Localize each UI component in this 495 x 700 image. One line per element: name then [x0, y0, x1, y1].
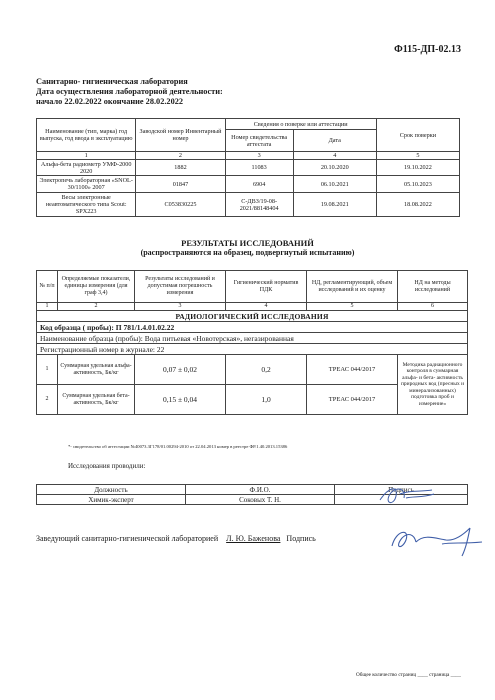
- col-num: 6: [398, 303, 468, 311]
- equipment-serial: С053830225: [136, 193, 225, 217]
- col-num: 3: [225, 152, 293, 160]
- equipment-name: Альфа-бета радиометр УМФ-2000 2020: [37, 160, 136, 176]
- col-term: Срок поверки: [376, 119, 459, 152]
- col-num: 1: [37, 303, 58, 311]
- col-verification-group: Сведения о поверке или аттестации: [225, 119, 376, 130]
- head-title: Заведующий санитарно-гигиенической лабораторией: [36, 534, 219, 543]
- equipment-cert: С-ДВЗ/19-08-2021/88148404: [225, 193, 293, 217]
- equipment-serial: 1882: [136, 160, 225, 176]
- lab-name: Санитарно- гигиеническая лаборатория: [36, 77, 188, 86]
- table-row: [37, 355, 468, 385]
- col-serial: Заводской номер Инвентарный номер: [136, 119, 225, 152]
- head-signature: [386, 520, 486, 560]
- col-indicator: Определяемые показатели, единицы измерения (для граф 3,4): [58, 271, 135, 303]
- results-table: [36, 270, 468, 415]
- results-subtitle: (распространяются на образец, подвергнутый испытанию): [140, 248, 355, 257]
- col-certificate: Номер свидетельства аттестата: [225, 130, 293, 152]
- col-number: № п/п: [37, 271, 58, 303]
- sample-code: Код образца ( пробы): П 781/1.4.01.02.22: [37, 322, 468, 333]
- norm-value: 1,0: [226, 385, 307, 415]
- col-num: 4: [226, 303, 307, 311]
- method-value: Методика радиационного контроля в суммарная альфа- и бета- активность природных вод (пресных и минерализованных) подготовка проб и измерение»: [398, 355, 468, 415]
- form-code: Ф115-ДП-02.13: [394, 44, 461, 55]
- col-name: Ф.И.О.: [186, 485, 335, 495]
- equipment-term: 18.08.2022: [376, 193, 459, 217]
- section-title: РАДИОЛОГИЧЕСКИЙ ИССЛЕДОВАНИЯ: [37, 311, 468, 322]
- activity-dates: начало 22.02.2022 окончание 28.02.2022: [36, 97, 184, 106]
- staff-name: Соковых Т. Н.: [186, 495, 335, 505]
- sample-name: Наименование образца (пробы): Вода питьевая «Новотерская», негазированная: [37, 333, 468, 344]
- footnote: *- свидетельство об аттестации №40073.3Г178/01.00294-2010 от 22.04.2013 номер в реестре ФР.1.40.2013.15386: [68, 444, 288, 449]
- row-number: 1: [37, 355, 58, 385]
- col-num: 5: [376, 152, 459, 160]
- table-row: [37, 160, 460, 176]
- col-num: 3: [135, 303, 226, 311]
- row-number: 2: [37, 385, 58, 415]
- document-header: [36, 77, 223, 107]
- equipment-term: 19.10.2022: [376, 160, 459, 176]
- equipment-date: 20.10.2020: [293, 160, 376, 176]
- equipment-cert: 11083: [225, 160, 293, 176]
- conducted-label: Исследования проводили:: [68, 462, 146, 470]
- head-line: [36, 534, 316, 543]
- equipment-name: Весы электронные неавтоматического типа Scout: SPX223: [37, 193, 136, 217]
- nd-value: ТРЕАС 044/2017: [307, 355, 398, 385]
- equipment-cert: 6904: [225, 176, 293, 193]
- result-value: 0,15 ± 0,04: [135, 385, 226, 415]
- head-name: Л. Ю. Баженова: [226, 534, 281, 543]
- col-num: 5: [307, 303, 398, 311]
- col-norm: Гигиенический норматив ПДК: [226, 271, 307, 303]
- col-nd: НД, регламентирующий, объем исследований и их оценку: [307, 271, 398, 303]
- table-row: [37, 176, 460, 193]
- staff-signature: [376, 480, 438, 508]
- col-date: Дата: [293, 130, 376, 152]
- col-num: 2: [58, 303, 135, 311]
- staff-position: Химик-эксперт: [37, 495, 186, 505]
- registration-number: Регистрационный номер в журнале: 22: [37, 344, 468, 355]
- equipment-table: [36, 118, 460, 217]
- equipment-date: 19.08.2021: [293, 193, 376, 217]
- equipment-date: 06.10.2021: [293, 176, 376, 193]
- result-value: 0,07 ± 0,02: [135, 355, 226, 385]
- col-equipment-name: Наименование (тип, марка) год выпуска, год ввода в эксплуатацию: [37, 119, 136, 152]
- norm-value: 0,2: [226, 355, 307, 385]
- col-result: Результаты исследований и допустимая погрешность измерения: [135, 271, 226, 303]
- col-num: 4: [293, 152, 376, 160]
- results-title: РЕЗУЛЬТАТЫ ИССЛЕДОВАНИЙ: [181, 238, 314, 248]
- activity-date-label: Дата осуществления лабораторной деятельности:: [36, 87, 223, 96]
- nd-value: ТРЕАС 044/2017: [307, 385, 398, 415]
- col-signature: Подпись: [335, 485, 468, 495]
- equipment-serial: 01847: [136, 176, 225, 193]
- col-position: Должность: [37, 485, 186, 495]
- col-num: 2: [136, 152, 225, 160]
- table-row: [37, 193, 460, 217]
- col-method: НД на методы исследований: [398, 271, 468, 303]
- equipment-name: Электропечь лабораторная «SNOL-30/1100» 2007: [37, 176, 136, 193]
- head-signature-label: Подпись: [286, 534, 316, 543]
- indicator: Суммарная удельная бета-активность, Бк/кг: [58, 385, 135, 415]
- equipment-term: 05.10.2023: [376, 176, 459, 193]
- indicator: Суммарная удельная альфа-активность, Бк/кг: [58, 355, 135, 385]
- page-count: Общее количество страниц ____ страница ____: [355, 672, 461, 678]
- col-num: 1: [37, 152, 136, 160]
